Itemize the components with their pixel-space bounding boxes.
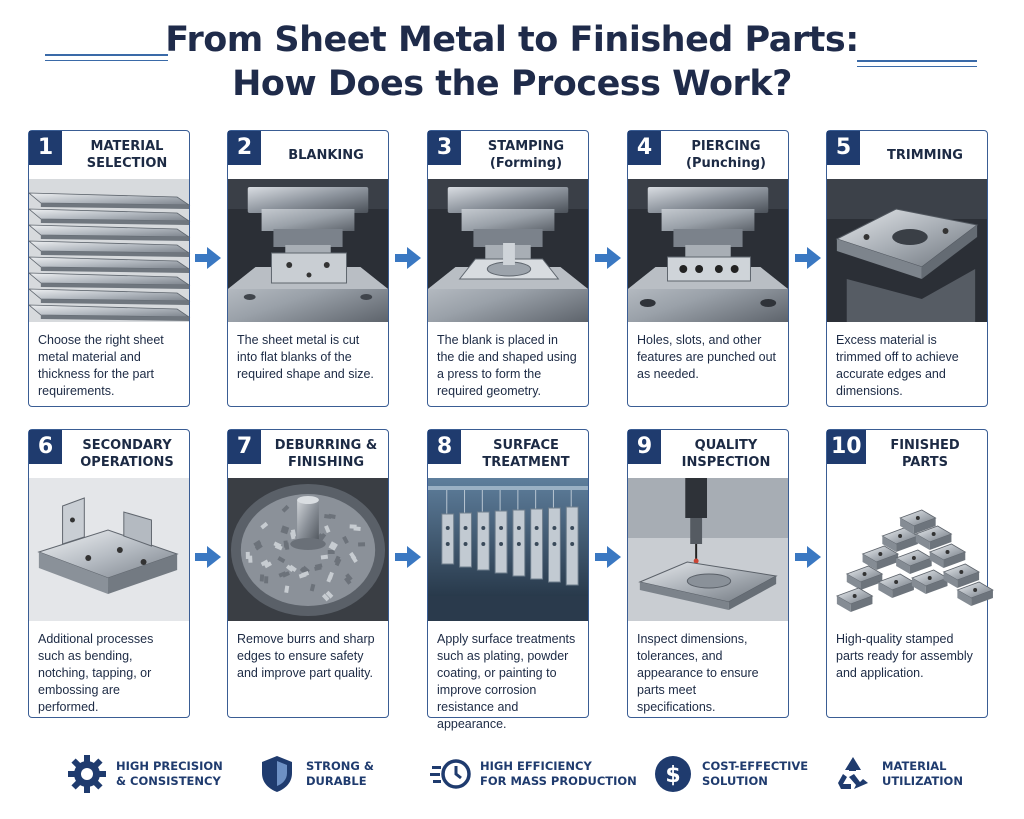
step-title [668,131,784,179]
step-illustration-press-die [228,179,388,322]
cmm-probe-image [628,478,788,621]
feature-recycle [832,748,963,800]
step-title-line: PARTS [901,455,949,470]
step-illustration-parts-pile [827,478,987,621]
feature-label [702,759,808,789]
feature-gear [66,748,223,800]
press-forming-image [428,179,588,322]
step-description: Excess material is trimmed off to achieve accurate edges and dimensions. [836,333,959,398]
feature-label-line: STRONG & [306,759,374,773]
step-illustration-cmm-probe [628,478,788,621]
step-description: Apply surface treatments such as plating, powder coating, or painting to improve corrosion resistance and appearance. [437,632,576,731]
flow-arrow-icon [195,247,221,269]
vibratory-tumbler-image [228,478,388,621]
step-description: Remove burrs and sharp edges to ensure safety and improve part quality. [237,632,375,680]
press-die-image [228,179,388,322]
step-number-badge: 9 [628,430,661,464]
step-title [867,131,983,179]
feature-label-line: FOR MASS PRODUCTION [480,774,637,788]
step-title-line: TREATMENT [482,455,570,470]
step-title-line: (Forming) [489,156,563,171]
step-title-line: QUALITY [694,438,758,453]
page-title [0,18,1024,106]
step-card-6 [28,429,190,718]
feature-label [116,759,223,789]
step-description: Choose the right sheet metal material and thickness for the part requirements. [38,333,164,398]
sheet-stack-image [29,179,189,322]
flow-arrow-icon [395,546,421,568]
step-title [867,430,983,478]
press-piercing-image [628,179,788,322]
step-description: High-quality stamped parts ready for assembly and application. [836,632,973,680]
step-illustration-plating-line [428,478,588,621]
step-illustration-vibratory-tumbler [228,478,388,621]
flow-arrow-icon [795,546,821,568]
step-number-badge: 1 [29,131,62,165]
feature-label [306,759,374,789]
step-title-line: BLANKING [288,147,364,163]
step-title [268,430,384,478]
flow-arrow-icon [795,247,821,269]
step-title-line: MATERIAL [90,139,164,154]
step-header [428,430,588,478]
fast-clock-icon [430,753,472,795]
bent-bracket-image [29,478,189,621]
step-illustration-bent-bracket [29,478,189,621]
feature-label-line: COST-EFFECTIVE [702,759,809,773]
gear-icon [66,753,108,795]
step-title-line: SELECTION [86,156,168,171]
step-card-8 [427,429,589,731]
step-title-line: TRIMMING [887,147,963,163]
dollar-coin-icon [652,753,694,795]
step-header [827,430,987,478]
step-description: The blank is placed in the die and shaped using a press to form the required geometry. [437,333,577,398]
feature-label-line: HIGH EFFICIENCY [480,759,592,773]
feature-shield [256,748,374,800]
trimmed-part-image [827,179,987,322]
plating-line-image [428,478,588,621]
flow-arrow-icon [195,546,221,568]
step-description: The sheet metal is cut into flat blanks of the required shape and size. [237,333,374,381]
step-title [668,430,784,478]
step-header [29,131,189,179]
step-card-2 [227,130,389,407]
step-title-line: FINISHED [890,438,960,453]
step-header [428,131,588,179]
step-description: Additional processes such as bending, notching, tapping, or embossing are performed. [38,632,154,714]
step-title [468,430,584,478]
step-illustration-press-piercing [628,179,788,322]
step-header [228,430,388,478]
step-illustration-press-forming [428,179,588,322]
step-number-badge: 6 [29,430,62,464]
step-title [69,430,185,478]
step-description: Inspect dimensions, tolerances, and appearance to ensure parts meet specifications. [637,632,759,714]
feature-label-line: MATERIAL [882,759,947,773]
parts-pile-image [827,478,987,621]
title-line-1: From Sheet Metal to Finished Parts: [165,20,859,60]
step-title-line: DEBURRING & [274,438,378,453]
step-card-4 [627,130,789,407]
step-header [628,131,788,179]
step-number-badge: 8 [428,430,461,464]
step-title-line: SURFACE [493,438,559,453]
step-title-line: FINISHING [287,455,365,470]
step-number-badge: 4 [628,131,661,165]
step-number-badge: 7 [228,430,261,464]
recycle-icon [832,753,874,795]
flow-arrow-icon [595,247,621,269]
step-title-line: OPERATIONS [80,455,174,470]
step-description: Holes, slots, and other features are punched out as needed. [637,333,776,381]
step-card-1 [28,130,190,407]
feature-label-line: HIGH PRECISION [116,759,223,773]
feature-fast-clock [430,748,637,800]
step-number-badge: 2 [228,131,261,165]
step-number-badge: 10 [827,430,866,464]
step-title [268,131,384,179]
title-line-2: How Does the Process Work? [232,64,792,104]
step-title-line: (Punching) [686,156,766,171]
step-card-5 [826,130,988,407]
step-title [468,131,584,179]
step-title-line: PIERCING [691,139,761,154]
step-card-10 [826,429,988,718]
step-illustration-trimmed-part [827,179,987,322]
step-title-line: SECONDARY [82,438,172,453]
step-title-line: STAMPING [487,139,565,154]
step-number-badge: 3 [428,131,461,165]
shield-icon [256,753,298,795]
step-card-9 [627,429,789,718]
feature-label-line: UTILIZATION [882,774,963,788]
step-title-line: INSPECTION [681,455,771,470]
step-illustration-sheet-stack [29,179,189,322]
feature-label-line: DURABLE [306,774,367,788]
feature-label [480,759,637,789]
feature-label [882,759,963,789]
step-header [228,131,388,179]
step-card-7 [227,429,389,718]
flow-arrow-icon [395,247,421,269]
step-header [29,430,189,478]
svg-text:$: $ [665,763,681,788]
feature-label-line: & CONSISTENCY [116,774,221,788]
flow-arrow-icon [595,546,621,568]
step-card-3 [427,130,589,407]
step-header [827,131,987,179]
feature-dollar-coin [652,748,808,800]
step-header [628,430,788,478]
feature-label-line: SOLUTION [702,774,768,788]
step-number-badge: 5 [827,131,860,165]
step-title [69,131,185,179]
